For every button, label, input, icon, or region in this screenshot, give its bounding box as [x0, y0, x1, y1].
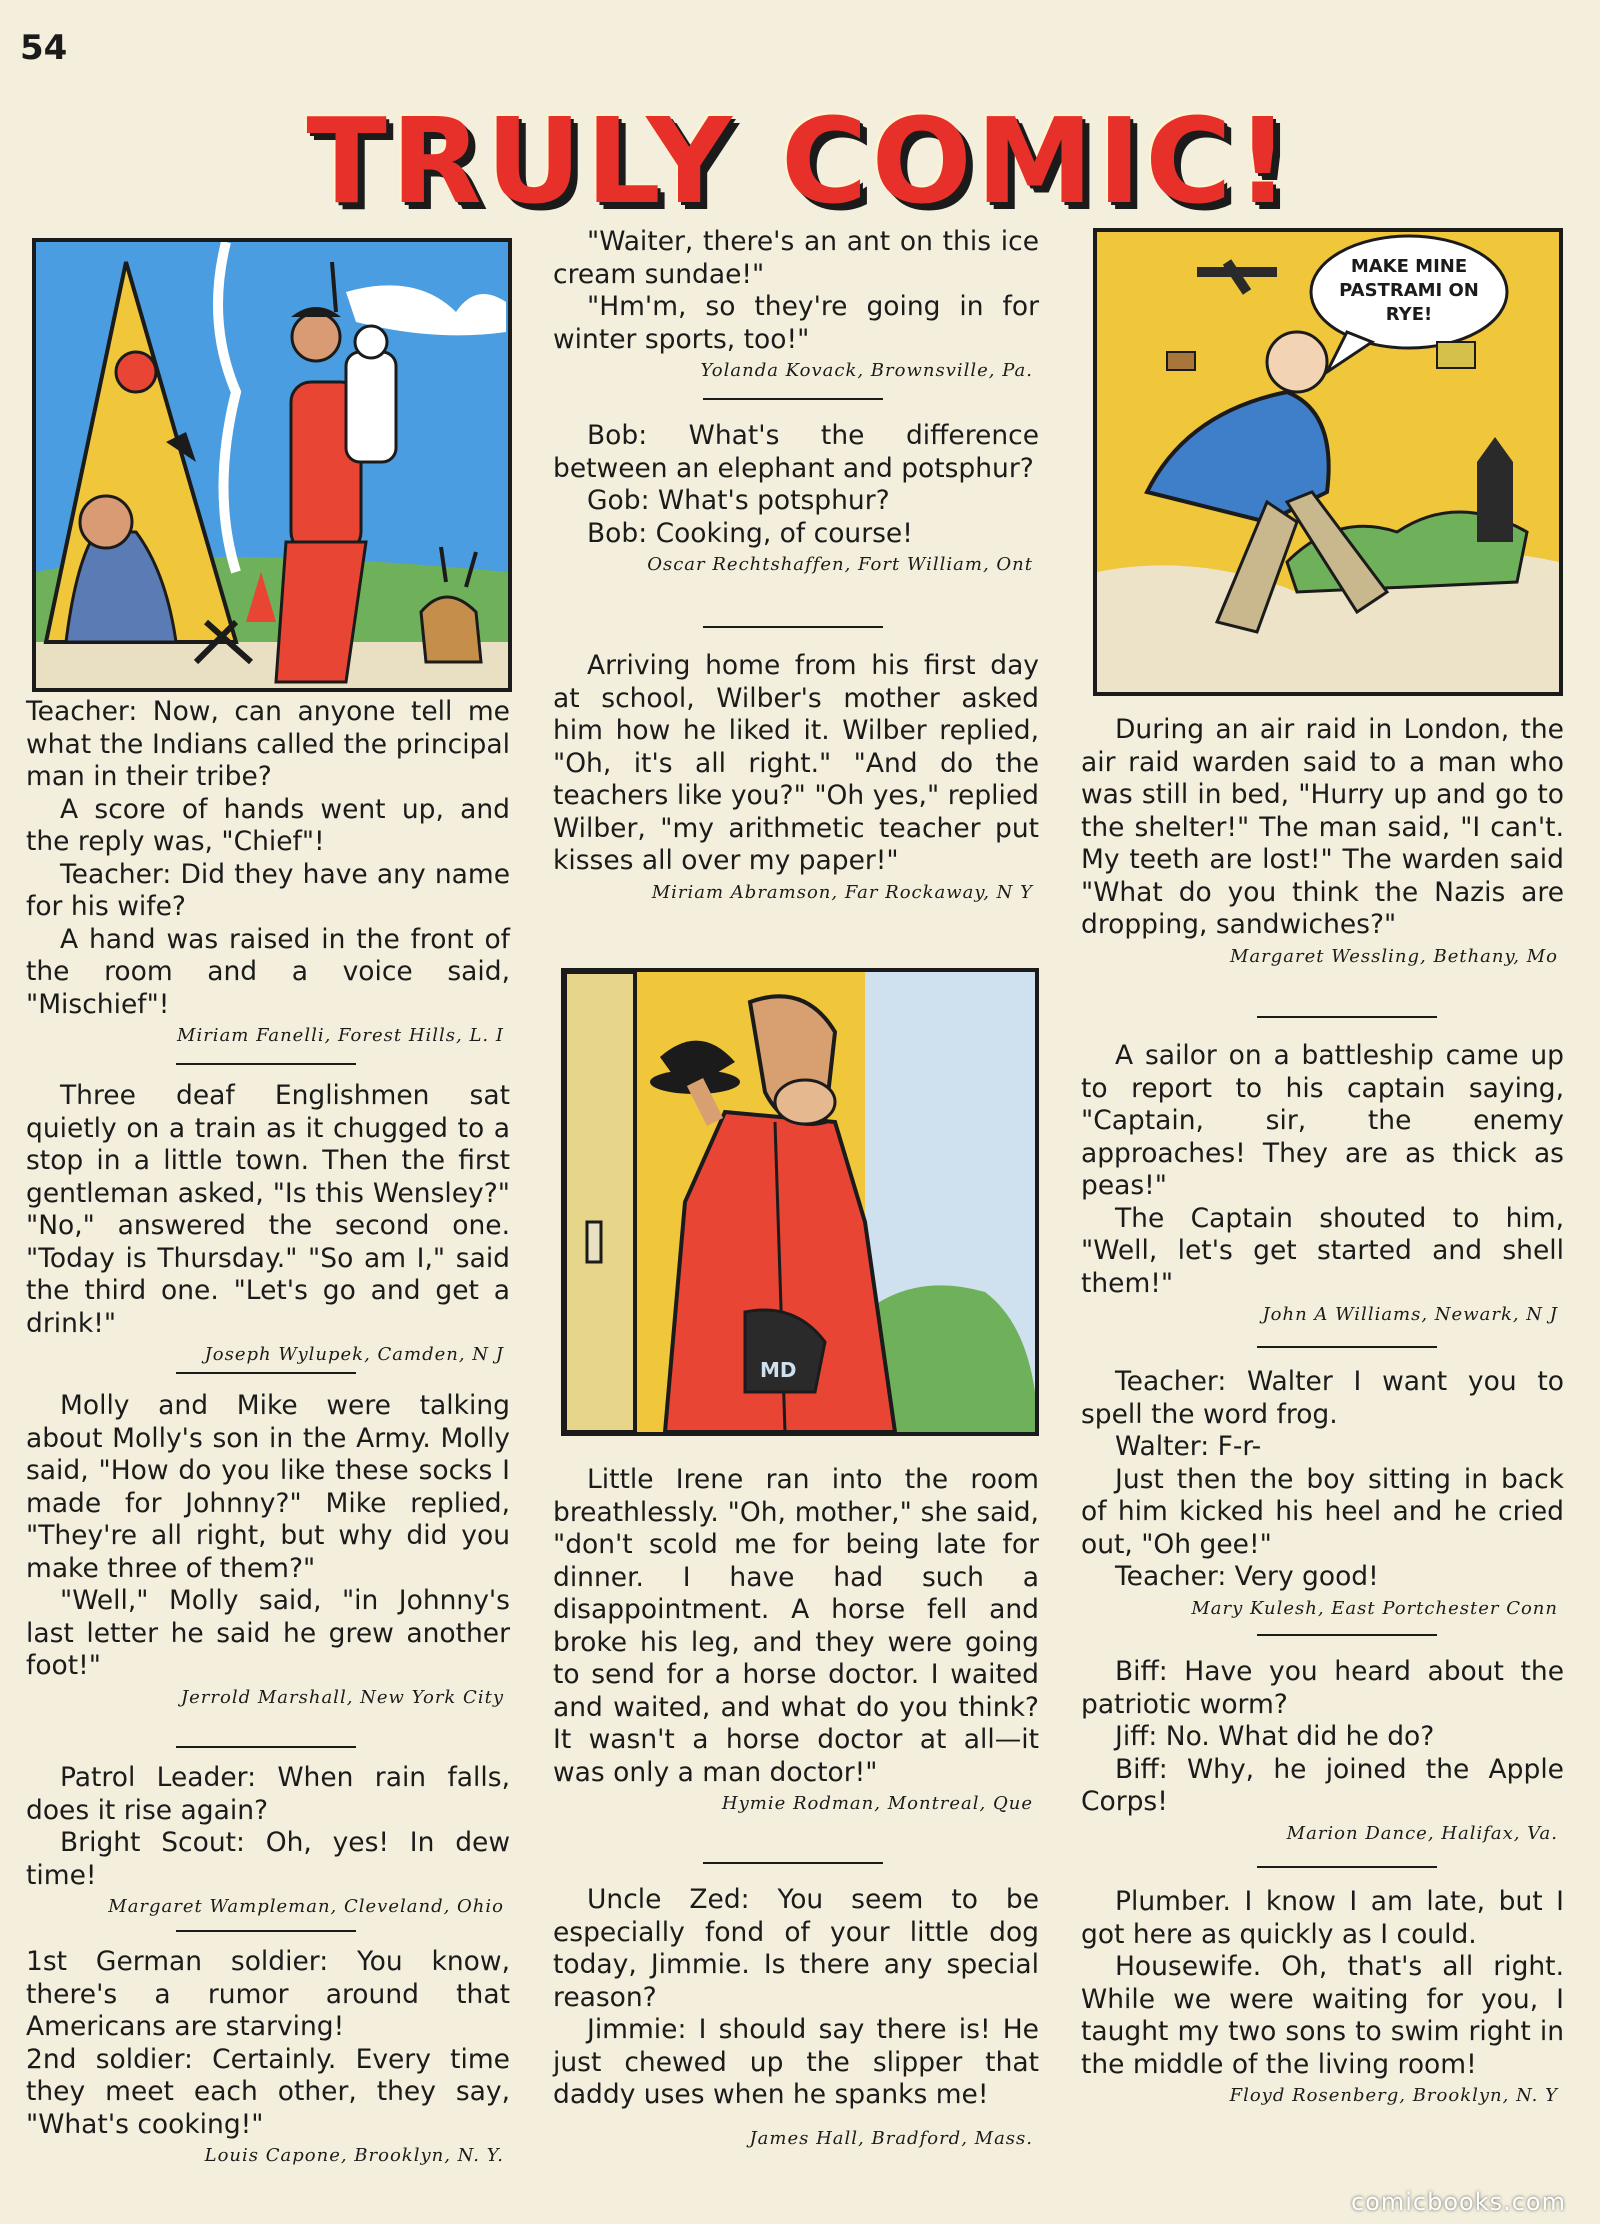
- joke-line: Walter: F-r-: [1115, 1431, 1262, 1462]
- divider: [1257, 1866, 1437, 1868]
- joke-line: Just then the boy sitting in back of him kicked his heel and he cried out, "Oh gee!": [1081, 1463, 1564, 1560]
- joke-line: Biff: Have you heard about the patriotic worm?: [1081, 1656, 1564, 1720]
- joke-line: Biff: Why, he joined the Apple Corps!: [1081, 1753, 1564, 1817]
- joke-line: Teacher: Did they have any name for his wife?: [26, 858, 510, 922]
- joke-line: A hand was raised in the front of the room and a voice said, "Mischief"!: [26, 923, 510, 1020]
- joke-frog: [1081, 1366, 1564, 1619]
- joke-line: Teacher: Now, can anyone tell me what the Indians called the principal man in their tribe?: [26, 696, 510, 792]
- joke-credit: Marion Dance, Halifax, Va.: [1286, 1822, 1558, 1844]
- joke-socks: [26, 1390, 510, 1708]
- divider: [176, 1063, 356, 1065]
- joke-line: Bob: Cooking, of course!: [587, 517, 913, 549]
- joke-worm: [1081, 1656, 1564, 1844]
- joke-kisses: [553, 650, 1039, 903]
- joke-line: Plumber. I know I am late, but I got here as quickly as I could.: [1081, 1886, 1564, 1950]
- page-title: TRULY COMIC!: [306, 92, 1294, 230]
- joke-credit: John A Williams, Newark, N J: [1262, 1304, 1558, 1325]
- panel-horse-doctor: [561, 968, 1039, 1436]
- air-raid-illustration: [1097, 232, 1559, 692]
- divider: [703, 398, 883, 400]
- divider: [176, 1746, 356, 1748]
- joke-peas: [1081, 1040, 1564, 1325]
- watermark: comicbooks.com: [1350, 2188, 1566, 2216]
- joke-sandwiches: [1081, 714, 1564, 967]
- page-number: 54: [20, 28, 68, 68]
- panel-indian-teepee: [32, 238, 512, 692]
- joke-credit: Louis Capone, Brooklyn, N. Y.: [204, 2145, 504, 2166]
- divider: [703, 1862, 883, 1864]
- joke-line: "Hm'm, so they're going in for winter sports, too!": [553, 291, 1039, 355]
- speech-line-1: MAKE MINE: [1350, 256, 1468, 277]
- joke-potsphur: [553, 420, 1039, 575]
- joke-credit: Jerrold Marshall, New York City: [180, 1686, 504, 1708]
- joke-line: Teacher: Very good!: [1115, 1561, 1379, 1592]
- joke-credit: Joseph Wylupek, Camden, N J: [204, 1344, 504, 1365]
- joke-line: Gob: What's potsphur?: [587, 485, 890, 516]
- divider: [1257, 1634, 1437, 1636]
- panel-air-raid: [1093, 228, 1563, 696]
- joke-line: Teacher: Walter I want you to spell the word frog.: [1081, 1366, 1564, 1430]
- joke-plumber: [1081, 1886, 1564, 2106]
- joke-line: Bright Scout: Oh, yes! In dew time!: [26, 1827, 510, 1891]
- joke-line: 2nd soldier: Certainly. Every time they meet each other, they say, "What's cooking!": [26, 2043, 510, 2140]
- divider: [703, 626, 883, 628]
- divider: [1257, 1016, 1437, 1018]
- joke-credit: Miriam Abramson, Far Rockaway, N Y: [651, 881, 1033, 903]
- bag-label: MD: [760, 1358, 797, 1382]
- joke-line: Three deaf Englishmen sat quietly on a train as it chugged to a stop in a little town. Then the first gentleman asked, "Is this Wensley?" "No," answered the second one. "Today is Thursday." "So am I," said the third one. "Let's go and get a drink!": [26, 1080, 510, 1339]
- indian-teepee-illustration: [36, 242, 508, 688]
- joke-credit: Floyd Rosenberg, Brooklyn, N. Y: [1229, 2085, 1558, 2106]
- joke-credit: Mary Kulesh, East Portchester Conn: [1191, 1597, 1558, 1619]
- joke-chief: [26, 696, 510, 1046]
- joke-line: Housewife. Oh, that's all right. While we were waiting for you, I taught my two sons to swim right in the middle of the living room!: [1081, 1951, 1564, 2080]
- joke-line: "Waiter, there's an ant on this ice cream sundae!": [553, 226, 1039, 290]
- joke-line: Patrol Leader: When rain falls, does it rise again?: [26, 1762, 510, 1826]
- joke-line: Jiff: No. What did he do?: [1115, 1721, 1435, 1752]
- joke-line: During an air raid in London, the air raid warden said to a man who was still in bed, "Hurry up and go to the shelter!" The man said, "I can't. My teeth are lost!" The warden said "What do you think the Nazis are dropping, sandwiches?": [1081, 714, 1564, 940]
- joke-cooking: [26, 1946, 510, 2166]
- joke-credit: Margaret Wessling, Bethany, Mo: [1230, 945, 1558, 967]
- speech-line-2: PASTRAMI ON: [1339, 280, 1479, 301]
- joke-credit: Miriam Fanelli, Forest Hills, L. I: [177, 1025, 504, 1046]
- joke-line: Uncle Zed: You seem to be especially fond of your little dog today, Jimmie. Is there any special reason?: [553, 1884, 1039, 2013]
- joke-line: Molly and Mike were talking about Molly's son in the Army. Molly said, "How do you like these socks I made for Johnny?" Mike replied, "They're all right, but why did you make three of them?": [26, 1390, 510, 1584]
- joke-line: The Captain shouted to him, "Well, let's get started and shell them!": [1081, 1202, 1564, 1299]
- horse-doctor-illustration: [565, 972, 1035, 1432]
- joke-line: A sailor on a battleship came up to report to his captain saying, "Captain, sir, the enemy approaches! They are as thick as peas!": [1081, 1040, 1564, 1201]
- divider: [176, 1930, 356, 1932]
- speech-line-3: RYE!: [1385, 304, 1433, 325]
- joke-credit: Hymie Rodman, Montreal, Que: [721, 1793, 1033, 1814]
- joke-line: 1st German soldier: You know, there's a rumor around that Americans are starving!: [26, 1946, 510, 2042]
- joke-line: Arriving home from his first day at school, Wilber's mother asked him how he liked it. Wilber replied, "Oh, it's all right." "And do the teachers like you?" "Oh yes," replied Wilber, "my arithmetic teacher put kisses all over my paper!": [553, 650, 1039, 876]
- divider: [176, 1372, 356, 1374]
- joke-horse: [553, 1464, 1039, 1814]
- joke-line: "Well," Molly said, "in Johnny's last letter he said he grew another foot!": [26, 1585, 510, 1681]
- joke-credit: Yolanda Kovack, Brownsville, Pa.: [700, 360, 1033, 381]
- joke-rain: [26, 1762, 510, 1917]
- joke-credit: Margaret Wampleman, Cleveland, Ohio: [108, 1896, 504, 1917]
- joke-line: Jimmie: I should say there is! He just chewed up the slipper that daddy uses when he spanks me!: [553, 2014, 1039, 2110]
- joke-slipper: [553, 1884, 1039, 2149]
- joke-line: Bob: What's the difference between an elephant and potsphur?: [553, 420, 1039, 484]
- joke-line: A score of hands went up, and the reply was, "Chief"!: [26, 793, 510, 857]
- joke-credit: Oscar Rechtshaffen, Fort William, Ont: [647, 554, 1033, 575]
- joke-credit: James Hall, Bradford, Mass.: [749, 2127, 1033, 2149]
- joke-ant: [553, 226, 1039, 381]
- joke-deaf: [26, 1080, 510, 1365]
- divider: [1257, 1346, 1437, 1348]
- joke-line: Little Irene ran into the room breathlessly. "Oh, mother," she said, "don't scold me for being late for dinner. I have had such a disappointment. A horse fell and broke his leg, and they were going to send for a horse doctor. I waited and waited, and what do you think? It wasn't a horse doctor at all—it was only a man doctor!": [553, 1464, 1039, 1788]
